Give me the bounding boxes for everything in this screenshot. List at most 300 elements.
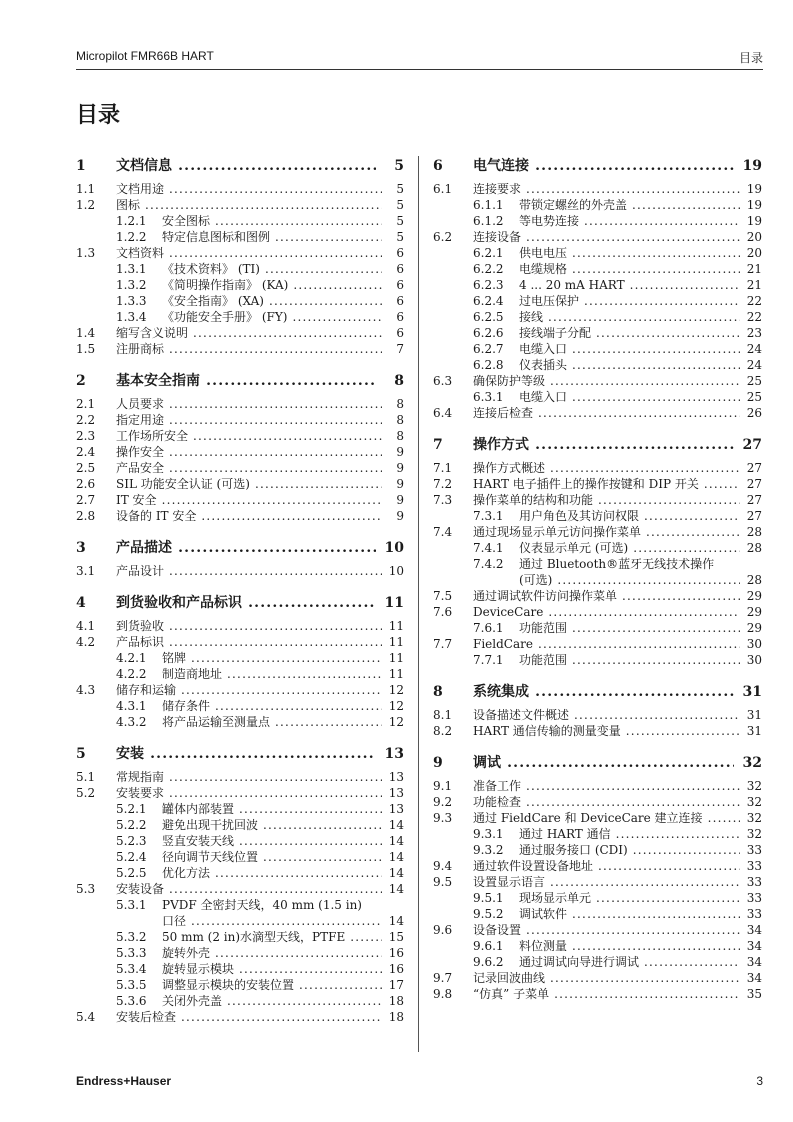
toc-entry[interactable]: [433, 508, 762, 524]
entry-title: 注册商标 .....: [116, 341, 382, 357]
chapter-page: 19: [740, 156, 762, 176]
entry-page: 29: [744, 588, 762, 604]
entry-title: 设备描述文件概述 .....: [473, 707, 740, 723]
toc-entry[interactable]: [433, 620, 762, 636]
entry-title: 连接要求 .....: [473, 181, 740, 197]
toc-chapter-section: [433, 435, 762, 668]
entry-page: 29: [744, 620, 762, 636]
entry-page: 19: [744, 197, 762, 213]
toc-entry[interactable]: [433, 890, 762, 906]
entry-page: 33: [744, 906, 762, 922]
toc-entry[interactable]: [76, 197, 404, 213]
toc-entry[interactable]: [433, 261, 762, 277]
entry-title: 50 mm (2 in)水滴型天线，PTFE .....: [162, 929, 382, 945]
entry-page: 34: [744, 922, 762, 938]
entry-number: 5.3.2: [116, 930, 147, 944]
toc-entry[interactable]: [76, 341, 404, 357]
entry-title: 过电压保护 .....: [519, 293, 740, 309]
toc-entry[interactable]: [76, 929, 404, 945]
entry-page: 18: [386, 993, 404, 1009]
toc-entry[interactable]: [433, 842, 762, 858]
entry-page: 21: [744, 277, 762, 293]
entry-page: 14: [386, 833, 404, 849]
toc-entry[interactable]: [76, 961, 404, 977]
entry-number: 7.3.1: [473, 509, 504, 523]
entry-title: 制造商地址 .....: [162, 666, 382, 682]
entry-page: 5: [393, 229, 404, 245]
entry-number: 8.2: [433, 724, 453, 738]
toc-chapter-row[interactable]: [76, 156, 404, 176]
entry-number: 1.3.1: [116, 262, 147, 276]
toc-entry[interactable]: [76, 261, 404, 277]
entry-page: 9: [393, 476, 404, 492]
toc-entry[interactable]: [433, 652, 762, 668]
entry-title: 准备工作 .....: [473, 778, 740, 794]
toc-entry[interactable]: [76, 634, 404, 650]
entry-page: 6: [393, 325, 404, 341]
header-document-name: Micropilot FMR66B HART: [76, 49, 214, 63]
entry-title: PVDF 全密封天线，40 mm (1.5 in): [162, 898, 362, 912]
entry-title: 操作方式概述 .....: [473, 460, 740, 476]
entry-page: 27: [744, 492, 762, 508]
toc-entry[interactable]: [433, 556, 762, 588]
entry-title: FieldCare .....: [473, 636, 740, 652]
entry-title: 特定信息图标和图例 .....: [162, 229, 382, 245]
entry-title: 安装设备 .....: [116, 881, 382, 897]
entry-number: 7.1: [433, 461, 453, 475]
entry-number: 6.2.7: [473, 342, 504, 356]
entry-title: 避免出现干扰回波 .....: [162, 817, 382, 833]
entry-title: 工作场所安全 .....: [116, 428, 382, 444]
toc-chapter-row[interactable]: [433, 435, 762, 455]
entry-title: IT 安全 .....: [116, 492, 382, 508]
entry-page: 24: [744, 357, 762, 373]
toc-entry[interactable]: [76, 666, 404, 682]
entry-number: 7.4.2: [473, 557, 504, 571]
entry-title: 连接后检查 .....: [473, 405, 740, 421]
page-header: [76, 49, 763, 67]
chapter-title: 到货验收和产品标识 .....: [116, 593, 376, 613]
entry-number: 4.3.2: [116, 715, 147, 729]
entry-page: 9: [393, 492, 404, 508]
entry-number: 6.2.3: [473, 278, 504, 292]
toc-entry[interactable]: [433, 524, 762, 540]
toc-entry[interactable]: [433, 778, 762, 794]
entry-page: 6: [393, 245, 404, 261]
toc-entry[interactable]: [433, 723, 762, 739]
toc-entry[interactable]: [433, 357, 762, 373]
entry-number: 7.5: [433, 589, 453, 603]
entry-title: 安全图标 .....: [162, 213, 382, 229]
toc-entry[interactable]: [76, 563, 404, 579]
entry-title: 接线 .....: [519, 309, 740, 325]
entry-number: 5.2.1: [116, 802, 147, 816]
toc-entry[interactable]: [433, 970, 762, 986]
entry-page: 33: [744, 858, 762, 874]
entry-page: 6: [393, 309, 404, 325]
chapter-number: 1: [76, 158, 86, 174]
entry-number: 4.1: [76, 619, 96, 633]
toc-entry[interactable]: [76, 977, 404, 993]
toc-entry[interactable]: [433, 906, 762, 922]
chapter-title: 电气连接 .....: [473, 156, 734, 176]
entry-number: 9.5.1: [473, 891, 504, 905]
toc-entry[interactable]: [433, 181, 762, 197]
entry-number: 5.1: [76, 770, 96, 784]
entry-title: 安装后检查 .....: [116, 1009, 382, 1025]
toc-entry[interactable]: [433, 405, 762, 421]
entry-number: 1.3.4: [116, 310, 147, 324]
entry-page: 11: [386, 666, 404, 682]
toc-entry[interactable]: [433, 277, 762, 293]
entry-title: 优化方法 .....: [162, 865, 382, 881]
toc-entry[interactable]: [76, 682, 404, 698]
entry-number: 2.3: [76, 429, 96, 443]
toc-entry[interactable]: [76, 277, 404, 293]
toc-entry[interactable]: [76, 309, 404, 325]
toc-entry[interactable]: [76, 444, 404, 460]
entry-page: 9: [393, 444, 404, 460]
entry-title: 产品安全 .....: [116, 460, 382, 476]
chapter-title: 调试 .....: [473, 753, 734, 773]
entry-title: 将产品运输至测量点 .....: [162, 714, 382, 730]
entry-number: 5.4: [76, 1010, 96, 1024]
entry-number: 6.1: [433, 182, 453, 196]
entry-page: 31: [744, 707, 762, 723]
entry-number: 3.1: [76, 564, 96, 578]
chapter-number: 9: [433, 755, 443, 771]
entry-number: 1.5: [76, 342, 96, 356]
toc-chapter-section: [433, 682, 762, 739]
entry-number: 5.2.4: [116, 850, 147, 864]
entry-number: 2.6: [76, 477, 96, 491]
toc-chapter-row[interactable]: [76, 371, 404, 391]
toc-entry[interactable]: [76, 492, 404, 508]
entry-title: 文档用途 .....: [116, 181, 382, 197]
entry-page: 19: [744, 181, 762, 197]
toc-chapter-row[interactable]: [76, 538, 404, 558]
entry-page: 28: [744, 540, 762, 556]
entry-number: 2.7: [76, 493, 96, 507]
entry-page: 30: [744, 636, 762, 652]
toc-entry[interactable]: [433, 389, 762, 405]
entry-title: 旋转显示模块 .....: [162, 961, 382, 977]
entry-page: 13: [386, 785, 404, 801]
toc-entry[interactable]: [433, 874, 762, 890]
entry-number: 1.3.3: [116, 294, 147, 308]
entry-title: 径向调节天线位置 .....: [162, 849, 382, 865]
entry-number: 7.7.1: [473, 653, 504, 667]
toc-entry[interactable]: [76, 618, 404, 634]
chapter-number: 6: [433, 158, 443, 174]
toc-entry[interactable]: [76, 698, 404, 714]
entry-page: 34: [744, 938, 762, 954]
toc-entry[interactable]: [76, 245, 404, 261]
toc-entry[interactable]: [76, 476, 404, 492]
entry-title: 到货验收 .....: [116, 618, 382, 634]
entry-page: 9: [393, 508, 404, 524]
entry-page: 14: [386, 849, 404, 865]
entry-page: 27: [744, 460, 762, 476]
entry-page: 33: [744, 890, 762, 906]
entry-title: 通过服务接口 (CDI) .....: [519, 842, 740, 858]
entry-page: 14: [386, 913, 404, 929]
entry-number: 6.3.1: [473, 390, 504, 404]
toc-entry[interactable]: [433, 492, 762, 508]
toc-chapter-row[interactable]: [433, 753, 762, 773]
toc-entry[interactable]: [76, 897, 404, 929]
entry-number: 7.2: [433, 477, 453, 491]
chapter-title: 安装 .....: [116, 744, 376, 764]
entry-title: 4 ... 20 mA HART .....: [519, 277, 740, 293]
toc-entry[interactable]: [76, 849, 404, 865]
entry-page: 25: [744, 373, 762, 389]
entry-page: 28: [744, 572, 762, 588]
entry-title: 现场显示单元 .....: [519, 890, 740, 906]
chapter-page: 10: [382, 538, 404, 558]
entry-title: 料位测量 .....: [519, 938, 740, 954]
toc-chapter-row[interactable]: [76, 744, 404, 764]
entry-page: 8: [393, 428, 404, 444]
column-divider: [418, 156, 419, 1052]
entry-page: 7: [393, 341, 404, 357]
entry-title: 图标 .....: [116, 197, 382, 213]
toc-entry[interactable]: [76, 508, 404, 524]
entry-title-continued: (可选) .....: [519, 572, 740, 588]
entry-number: 1.3: [76, 246, 96, 260]
chapter-number: 8: [433, 684, 443, 700]
entry-title: 设备的 IT 安全 .....: [116, 508, 382, 524]
entry-title: 操作菜单的结构和功能 .....: [473, 492, 740, 508]
entry-number: 6.4: [433, 406, 453, 420]
toc-entry[interactable]: [76, 817, 404, 833]
toc-entry[interactable]: [433, 229, 762, 245]
entry-number: 9.2: [433, 795, 453, 809]
chapter-number: 2: [76, 373, 86, 389]
entry-number: 4.2.1: [116, 651, 147, 665]
entry-title: 通过调试向导进行调试 .....: [519, 954, 740, 970]
entry-number: 1.2.2: [116, 230, 147, 244]
entry-page: 11: [386, 618, 404, 634]
entry-page: 34: [744, 970, 762, 986]
entry-page: 32: [744, 810, 762, 826]
entry-number: 9.7: [433, 971, 453, 985]
toc-entry[interactable]: [433, 636, 762, 652]
toc-entry[interactable]: [433, 309, 762, 325]
entry-page: 18: [386, 1009, 404, 1025]
header-divider: [76, 69, 763, 70]
entry-title: 连接设备 .....: [473, 229, 740, 245]
entry-title: 功能范围 .....: [519, 652, 740, 668]
entry-number: 7.6: [433, 605, 453, 619]
entry-page: 12: [386, 714, 404, 730]
entry-title: 产品设计 .....: [116, 563, 382, 579]
toc-entry[interactable]: [433, 213, 762, 229]
entry-title: 文档资料 .....: [116, 245, 382, 261]
entry-title: 记录回波曲线 .....: [473, 970, 740, 986]
entry-number: 5.3.4: [116, 962, 147, 976]
toc-entry[interactable]: [433, 197, 762, 213]
toc-entry[interactable]: [433, 373, 762, 389]
toc-entry[interactable]: [76, 801, 404, 817]
entry-number: 8.1: [433, 708, 453, 722]
entry-title: 通过调试软件访问操作菜单 .....: [473, 588, 740, 604]
chapter-number: 7: [433, 437, 443, 453]
entry-number: 4.2.2: [116, 667, 147, 681]
toc-chapter-row[interactable]: [433, 682, 762, 702]
entry-number: 9.6.1: [473, 939, 504, 953]
entry-number: 2.8: [76, 509, 96, 523]
toc-entry[interactable]: [433, 858, 762, 874]
toc-entry[interactable]: [76, 1009, 404, 1025]
entry-title: 指定用途 .....: [116, 412, 382, 428]
entry-page: 29: [744, 604, 762, 620]
entry-title: 罐体内部装置 .....: [162, 801, 382, 817]
entry-page: 22: [744, 293, 762, 309]
entry-page: 21: [744, 261, 762, 277]
toc-entry[interactable]: [76, 325, 404, 341]
toc-column-left: [76, 156, 404, 1025]
entry-title: 储存条件 .....: [162, 698, 382, 714]
entry-page: 14: [386, 881, 404, 897]
entry-number: 5.2: [76, 786, 96, 800]
entry-number: 2.5: [76, 461, 96, 475]
entry-page: 14: [386, 817, 404, 833]
entry-page: 28: [744, 524, 762, 540]
entry-page: 34: [744, 954, 762, 970]
toc-entry[interactable]: [433, 293, 762, 309]
toc-entry[interactable]: [433, 460, 762, 476]
toc-entry[interactable]: [76, 428, 404, 444]
toc-chapter-section: [433, 156, 762, 421]
toc-chapter-row[interactable]: [76, 593, 404, 613]
toc-entry[interactable]: [433, 588, 762, 604]
entry-page: 23: [744, 325, 762, 341]
entry-title: 《简明操作指南》 (KA) .....: [162, 277, 382, 293]
chapter-page: 13: [382, 744, 404, 764]
entry-number: 9.5: [433, 875, 453, 889]
entry-title: 竖直安装天线 .....: [162, 833, 382, 849]
entry-number: 7.7: [433, 637, 453, 651]
chapter-title: 基本安全指南 .....: [116, 371, 376, 391]
entry-title: 通过现场显示单元访问操作菜单 .....: [473, 524, 740, 540]
entry-number: 1.2: [76, 198, 96, 212]
entry-page: 17: [386, 977, 404, 993]
entry-page: 25: [744, 389, 762, 405]
toc-entry[interactable]: [76, 396, 404, 412]
toc-entry[interactable]: [433, 826, 762, 842]
entry-title: 仪表显示单元 (可选) .....: [519, 540, 740, 556]
entry-number: 2.1: [76, 397, 96, 411]
toc-entry[interactable]: [433, 986, 762, 1002]
footer-page-number: 3: [756, 1074, 763, 1088]
entry-page: 13: [386, 769, 404, 785]
entry-title: 仪表插头 .....: [519, 357, 740, 373]
entry-title: 带锁定螺丝的外壳盖 .....: [519, 197, 740, 213]
entry-title: 通过 HART 通信 .....: [519, 826, 740, 842]
entry-page: 15: [386, 929, 404, 945]
entry-page: 6: [393, 277, 404, 293]
toc-entry[interactable]: [76, 412, 404, 428]
entry-title-block: [519, 556, 740, 587]
entry-number: 5.3.3: [116, 946, 147, 960]
toc-entry[interactable]: [76, 293, 404, 309]
entry-page: 10: [386, 563, 404, 579]
entry-page: 5: [393, 181, 404, 197]
toc-entry[interactable]: [433, 707, 762, 723]
toc-entry[interactable]: [433, 794, 762, 810]
entry-number: 4.3.1: [116, 699, 147, 713]
toc-entry[interactable]: [76, 945, 404, 961]
chapter-page: 31: [740, 682, 762, 702]
entry-title: 储存和运输 .....: [116, 682, 382, 698]
entry-number: 6.2.5: [473, 310, 504, 324]
toc-entry[interactable]: [433, 604, 762, 620]
entry-page: 31: [744, 723, 762, 739]
toc-entry[interactable]: [76, 865, 404, 881]
entry-number: 6.1.2: [473, 214, 504, 228]
toc-entry[interactable]: [433, 954, 762, 970]
toc-entry[interactable]: [76, 785, 404, 801]
entry-page: 6: [393, 293, 404, 309]
toc-entry[interactable]: [76, 181, 404, 197]
entry-title: 操作安全 .....: [116, 444, 382, 460]
toc-entry[interactable]: [76, 650, 404, 666]
toc-entry[interactable]: [433, 325, 762, 341]
toc-entry[interactable]: [433, 938, 762, 954]
toc-entry[interactable]: [433, 476, 762, 492]
toc-entry[interactable]: [76, 213, 404, 229]
toc-entry[interactable]: [76, 833, 404, 849]
entry-number: 9.3.1: [473, 827, 504, 841]
entry-number: 1.4: [76, 326, 96, 340]
toc-entry[interactable]: [76, 881, 404, 897]
entry-page: 24: [744, 341, 762, 357]
header-section-name: 目录: [738, 51, 763, 65]
entry-number: 6.2.8: [473, 358, 504, 372]
entry-title: 调试软件 .....: [519, 906, 740, 922]
toc-entry[interactable]: [433, 341, 762, 357]
entry-title: 等电势连接 .....: [519, 213, 740, 229]
toc-entry[interactable]: [76, 460, 404, 476]
toc-entry[interactable]: [76, 769, 404, 785]
toc-entry[interactable]: [76, 714, 404, 730]
toc-chapter-section: [76, 744, 404, 1025]
chapter-page: 5: [391, 156, 404, 176]
toc-entry[interactable]: [76, 993, 404, 1009]
entry-page: 9: [393, 460, 404, 476]
entry-number: 9.6.2: [473, 955, 504, 969]
entry-title: 《安全指南》 (XA) .....: [162, 293, 382, 309]
toc-entry[interactable]: [433, 922, 762, 938]
entry-page: 6: [393, 261, 404, 277]
entry-title: 供电电压 .....: [519, 245, 740, 261]
entry-number: 5.3: [76, 882, 96, 896]
entry-page: 8: [393, 396, 404, 412]
entry-number: 5.3.6: [116, 994, 147, 1008]
toc-entry[interactable]: [433, 810, 762, 826]
page-title: 目录: [76, 102, 121, 128]
entry-number: 5.2.5: [116, 866, 147, 880]
toc-entry[interactable]: [76, 229, 404, 245]
toc-chapter-row[interactable]: [433, 156, 762, 176]
toc-entry[interactable]: [433, 540, 762, 556]
footer-brand: Endress+Hauser: [76, 1074, 172, 1088]
toc-entry[interactable]: [433, 245, 762, 261]
entry-page: 13: [386, 801, 404, 817]
toc-chapter-section: [76, 593, 404, 730]
entry-page: 22: [744, 309, 762, 325]
